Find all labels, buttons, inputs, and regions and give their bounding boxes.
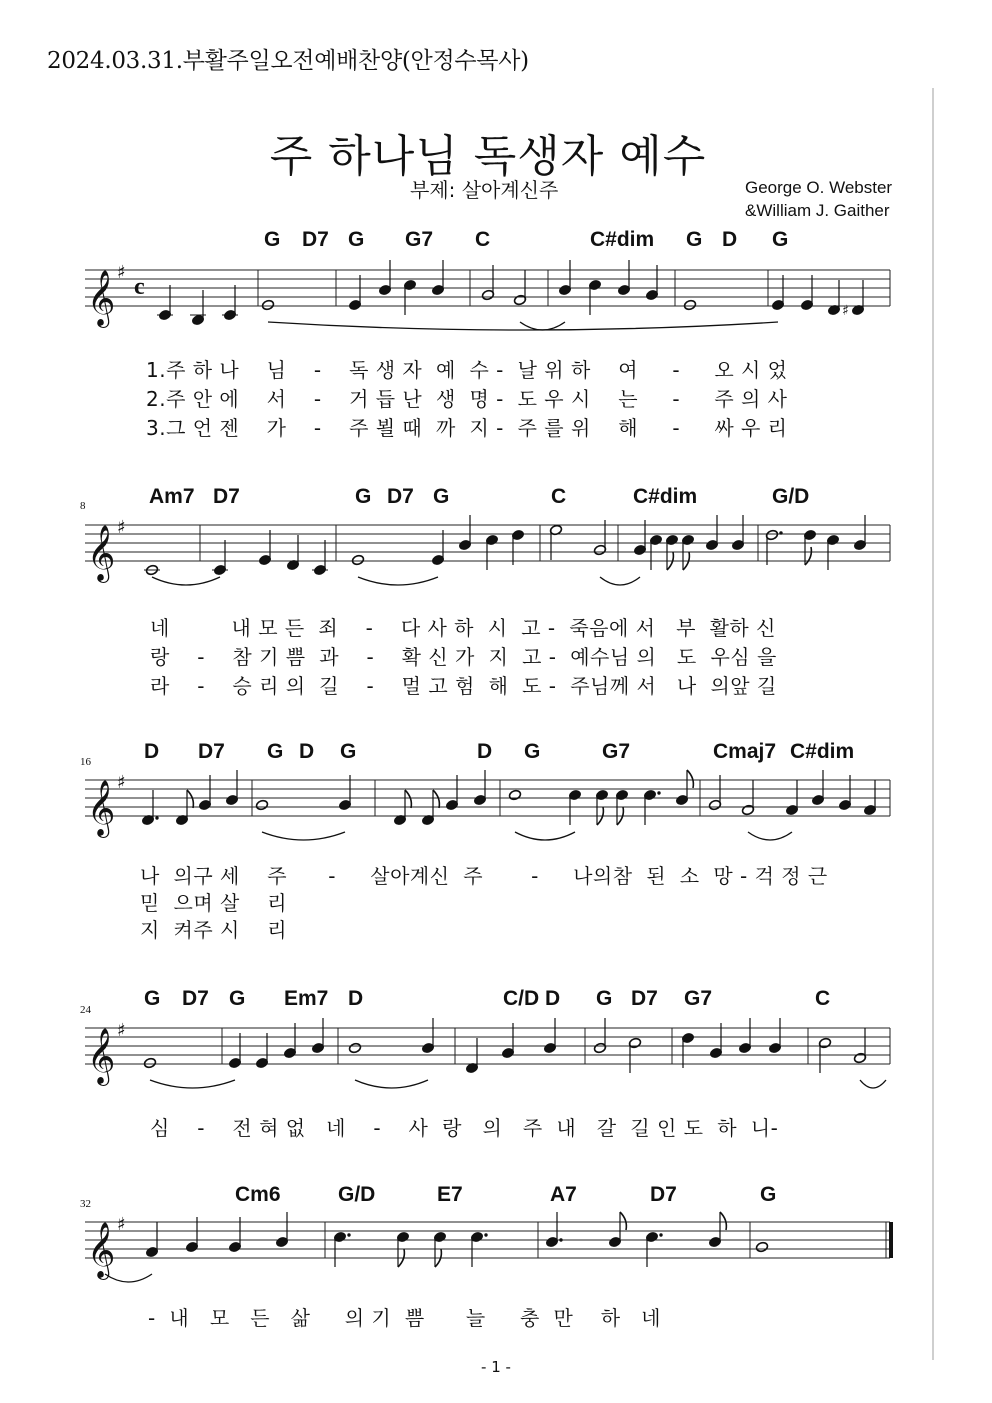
chord-symbol: G/D	[772, 485, 810, 508]
chord-symbol: Am7	[149, 485, 195, 508]
chord-symbol: D	[477, 740, 493, 763]
treble-clef: 𝄞	[87, 525, 116, 581]
music-staff	[0, 1202, 992, 1292]
tie	[150, 1080, 235, 1088]
chord-symbol: G	[524, 740, 541, 763]
lyric-line: 랑 - 참 기 쁨 과 - 확 신 가 지 고 - 예수님 의 도 우심 을	[150, 645, 777, 669]
chord-symbol: D7	[182, 987, 209, 1010]
time-signature: c	[134, 274, 145, 300]
note-dot	[347, 1233, 350, 1236]
lyric-line: 지 켜주 시 리	[140, 918, 288, 942]
chord-symbol: C	[551, 485, 567, 508]
key-signature-sharp: ♯	[117, 1214, 126, 1235]
tie	[268, 322, 778, 330]
note-flag	[187, 790, 193, 808]
measure-number: 8	[80, 500, 86, 512]
note-head	[683, 299, 696, 311]
note-flag	[620, 1212, 626, 1230]
treble-clef: 𝄞	[87, 1222, 116, 1278]
chord-symbol: D	[722, 228, 738, 251]
chord-symbol: G	[348, 228, 365, 251]
note-head	[508, 789, 521, 801]
tie	[152, 577, 220, 585]
chord-symbol: D7	[650, 1183, 677, 1206]
lyric-line: 심 - 전 혀 없 네 - 사 랑 의 주 내 갈 길 인 도 하 니-	[150, 1116, 779, 1140]
note-dot	[779, 531, 782, 534]
music-staff	[0, 1008, 992, 1098]
measure-number: 16	[80, 756, 91, 768]
chord-symbol: G	[144, 987, 161, 1010]
chord-symbol: D	[299, 740, 315, 763]
chord-symbol: G	[433, 485, 450, 508]
note-dot	[657, 791, 660, 794]
music-staff	[0, 250, 992, 340]
key-signature-sharp: ♯	[117, 262, 126, 283]
treble-clef: 𝄞	[87, 780, 116, 836]
tie	[860, 1080, 886, 1088]
music-staff	[0, 505, 992, 595]
composer-line-1: George O. Webster	[745, 178, 893, 197]
note-dot	[484, 1233, 487, 1236]
song-title: 주 하나님 독생자 예수	[269, 131, 707, 182]
chord-symbol: Cmaj7	[713, 740, 777, 763]
chord-symbol: G	[264, 228, 281, 251]
chord-symbol: D	[348, 987, 364, 1010]
measure-number: 24	[80, 1004, 91, 1016]
composer-line-2: &William J. Gaither	[745, 201, 890, 220]
chord-symbol: C#dim	[633, 485, 698, 508]
note-head	[351, 554, 364, 566]
chord-symbol: G	[760, 1183, 777, 1206]
accidental-sharp: ♯	[842, 303, 849, 319]
treble-clef: 𝄞	[87, 270, 116, 326]
chord-symbol: C	[815, 987, 831, 1010]
chord-symbol: D	[545, 987, 561, 1010]
treble-clef: 𝄞	[87, 1028, 116, 1084]
lyric-line: 네 내 모 든 죄 - 다 사 하 시 고 - 죽음에 서 부 활하 신	[150, 616, 776, 640]
chord-symbol: Cm6	[235, 1183, 281, 1206]
page-number: - 1 -	[481, 1358, 511, 1376]
tie	[748, 832, 792, 840]
note-head	[261, 299, 274, 311]
lyric-line: 2.주 안 에 서 - 거 듭 난 생 명 - 도 우 시 는 - 주 의 사	[146, 387, 788, 411]
chord-symbol: G	[229, 987, 246, 1010]
document-header: 2024.03.31.부활주일오전예배찬양(안정수목사)	[47, 48, 529, 74]
chord-symbol: G7	[602, 740, 631, 763]
lyric-line: 나 의구 세 주 - 살아계신 주 - 나의참 된 소 망 - 걱 정 근	[140, 864, 828, 888]
chord-symbol: G	[772, 228, 789, 251]
chord-symbol: C/D	[503, 987, 540, 1010]
tie	[515, 832, 575, 840]
chord-symbol: G/D	[338, 1183, 376, 1206]
chord-symbol: C	[475, 228, 491, 251]
final-bar-line	[889, 1222, 893, 1258]
key-signature-sharp: ♯	[117, 517, 126, 538]
note-flag	[720, 1212, 726, 1230]
lyric-line: 1.주 하 나 님 - 독 생 자 예 수 - 날 위 하 여 - 오 시 었	[146, 358, 788, 382]
chord-symbol: D7	[387, 485, 414, 508]
song-subtitle: 부제: 살아계신주	[410, 178, 559, 202]
measure-number: 32	[80, 1198, 91, 1210]
lyric-line: 믿 으며 살 리	[140, 891, 288, 915]
lyric-line: - 내 모 든 삶 의 기 쁨 늘 충 만 하 네	[148, 1306, 661, 1330]
lyric-line: 라 - 승 리 의 길 - 멀 고 험 해 도 - 주님께 서 나 의앞 길	[150, 674, 777, 698]
key-signature-sharp: ♯	[117, 1020, 126, 1041]
tie	[355, 1080, 428, 1088]
note-head	[755, 1241, 768, 1253]
note-dot	[559, 1238, 562, 1241]
note-flag	[805, 547, 811, 565]
chord-symbol: C#dim	[790, 740, 855, 763]
chord-symbol: D7	[198, 740, 225, 763]
composer-credit	[745, 176, 892, 222]
key-signature-sharp: ♯	[117, 772, 126, 793]
note-flag	[405, 790, 411, 808]
note-head	[348, 1042, 361, 1054]
tie	[358, 577, 438, 585]
chord-symbol: A7	[550, 1183, 577, 1206]
chord-symbol: D7	[213, 485, 240, 508]
chord-symbol: Em7	[284, 987, 329, 1010]
lyric-line: 3.그 언 젠 가 - 주 뵐 때 까 지 - 주 를 위 해 - 싸 우 리	[146, 416, 788, 440]
chord-symbol: D7	[631, 987, 658, 1010]
note-flag	[433, 790, 439, 808]
chord-symbol: G	[596, 987, 613, 1010]
chord-symbol: D7	[302, 228, 329, 251]
note-flag	[687, 770, 693, 788]
tie	[600, 577, 640, 585]
chord-symbol: D	[144, 740, 160, 763]
chord-symbol: G7	[405, 228, 434, 251]
note-head	[143, 1057, 156, 1069]
note-head	[255, 799, 268, 811]
chord-symbol: G	[340, 740, 357, 763]
note-dot	[155, 816, 158, 819]
chord-symbol: G	[355, 485, 372, 508]
note-dot	[659, 1233, 662, 1236]
tie	[262, 832, 345, 840]
chord-symbol: G	[267, 740, 284, 763]
chord-symbol: E7	[437, 1183, 463, 1206]
music-staff	[0, 760, 992, 850]
tie	[520, 322, 565, 330]
chord-symbol: G7	[684, 987, 713, 1010]
chord-symbol: C#dim	[590, 228, 655, 251]
chord-symbol: G	[686, 228, 703, 251]
